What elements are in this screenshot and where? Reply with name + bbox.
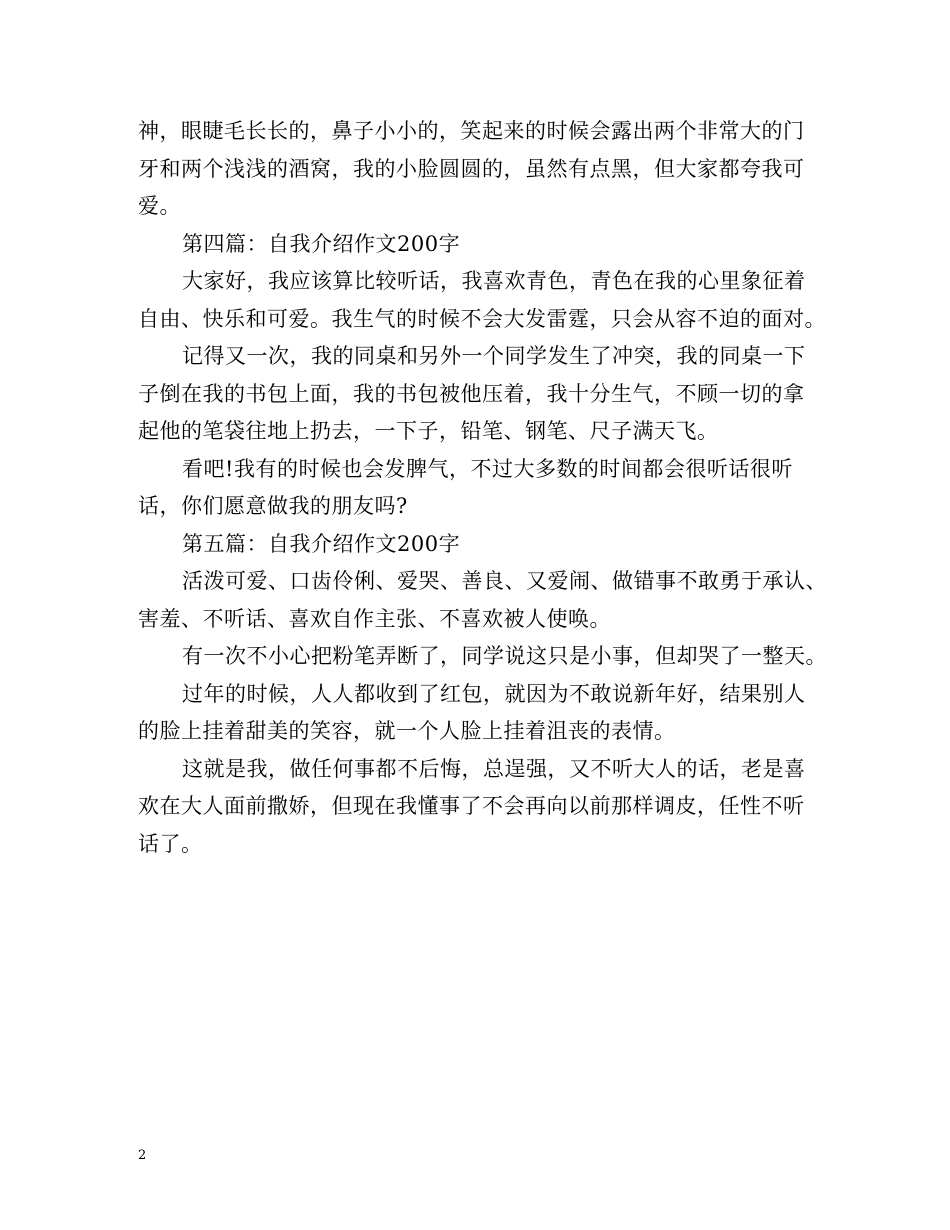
text-line-18: 这就是我，做任何事都不后悔，总逞强，又不听大人的话，老是喜 xyxy=(182,756,806,781)
text-line-8: 子倒在我的书包上面，我的书包被他压着，我十分生气，不顾一切的拿 xyxy=(138,381,805,406)
text-line-2: 牙和两个浅浅的酒窝，我的小脸圆圆的，虽然有点黑，但大家都夸我可 xyxy=(138,156,805,181)
text-line-1: 神，眼睫毛长长的，鼻子小小的，笑起来的时候会露出两个非常大的门 xyxy=(138,119,805,143)
text-line-20: 话了。 xyxy=(138,831,203,856)
text-line-13: 活泼可爱、口齿伶俐、爱哭、善良、又爱闹、做错事不敢勇于承认、 xyxy=(182,569,827,593)
text-line-10: 看吧!我有的时候也会发脾气，不过大多数的时间都会很听话很听 xyxy=(182,456,793,481)
text-line-7: 记得又一次，我的同桌和另外一个同学发生了冲突，我的同桌一下 xyxy=(182,344,806,368)
text-line-17: 的脸上挂着甜美的笑容，就一个人脸上挂着沮丧的表情。 xyxy=(138,719,676,743)
text-line-15: 有一次不小心把粉笔弄断了，同学说这只是小事，但却哭了一整天。 xyxy=(182,644,827,668)
text-line-16: 过年的时候，人人都收到了红包，就因为不敢说新年好，结果别人 xyxy=(182,681,806,706)
text-line-19: 欢在大人面前撒娇，但现在我懂事了不会再向以前那样调皮，任性不听 xyxy=(138,794,805,818)
section-heading-4: 第四篇：自我介绍作文200字 xyxy=(182,231,461,256)
text-line-5: 大家好，我应该算比较听话，我喜欢青色，青色在我的心里象征着 xyxy=(182,269,806,293)
text-line-3: 爱。 xyxy=(138,194,181,218)
text-line-6: 自由、快乐和可爱。我生气的时候不会大发雷霆，只会从容不迫的面对。 xyxy=(138,306,826,331)
document-body xyxy=(138,113,828,863)
section-heading-5: 第五篇：自我介绍作文200字 xyxy=(182,531,461,556)
text-line-9: 起他的笔袋往地上扔去，一下子，铅笔、钢笔、尺子满天飞。 xyxy=(138,419,719,443)
text-line-11: 话，你们愿意做我的朋友吗? xyxy=(138,494,408,518)
text-line-14: 害羞、不听话、喜欢自作主张、不喜欢被人使唤。 xyxy=(138,606,611,631)
page-number: 2 xyxy=(138,1148,147,1163)
